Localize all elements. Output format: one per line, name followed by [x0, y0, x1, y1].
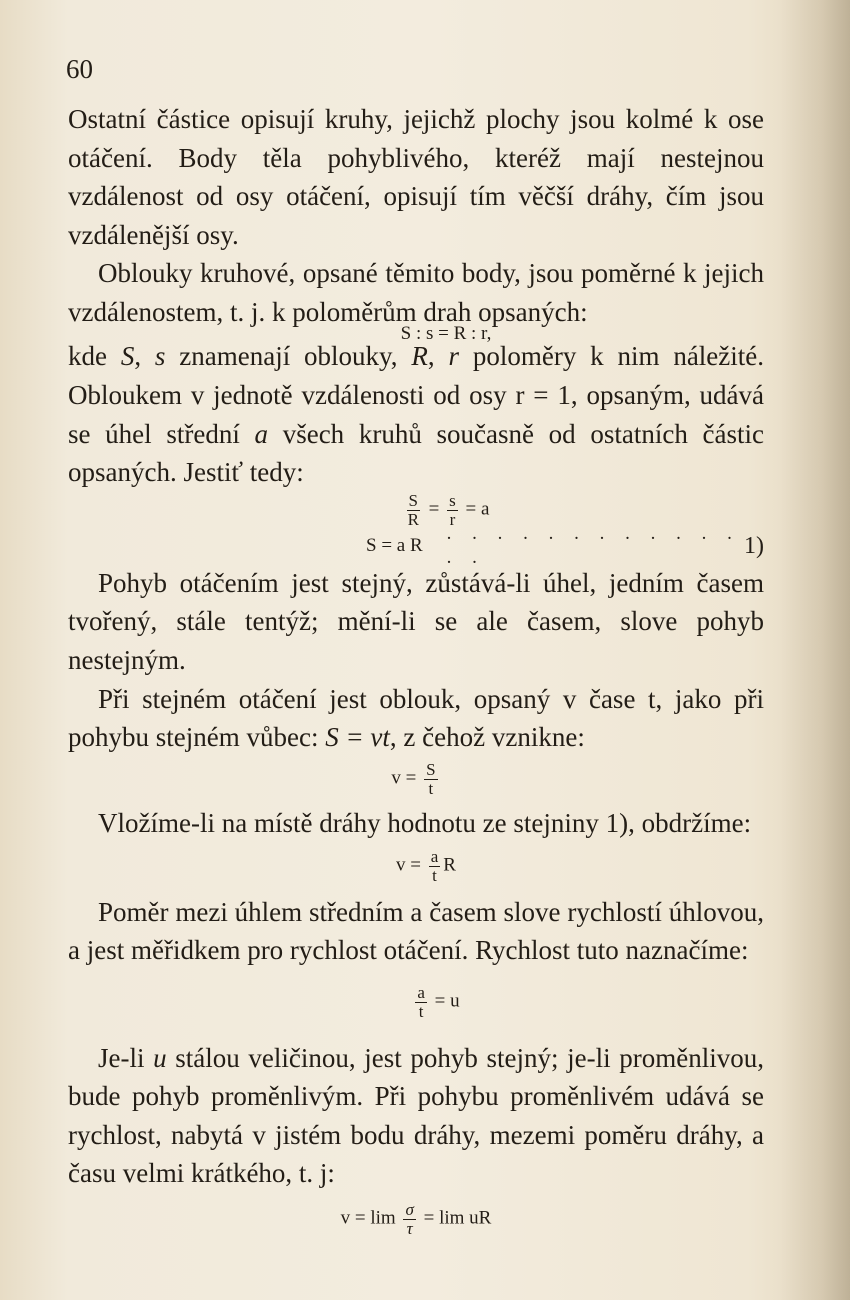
paragraph-2: Oblouky kruhové, opsané těmito body, jsou poměrné k jejich vzdálenostem, t. j. k poloměrům drah opsaných: — [68, 258, 764, 327]
fraction-S-over-R — [406, 492, 421, 529]
p5-formula: S = vt — [325, 722, 390, 753]
p8-symbol-u: u — [153, 1042, 167, 1073]
fraction-numerator: S — [408, 490, 418, 510]
fraction-numerator: a — [430, 847, 439, 867]
equation-number: 1) — [744, 533, 764, 560]
formula-angular-speed — [68, 984, 764, 1021]
p8-text-a: Je-li — [98, 1042, 154, 1073]
leader-dots: . . . . . . . . . . . . . . — [446, 523, 740, 569]
p3-text-e: poloměry k nim náležité. Obloukem v jednotě vzdálenosti od osy r = 1, opsaným, udává se úhel střední — [68, 341, 765, 449]
p3-text-d: , — [427, 341, 449, 372]
fraction-numerator: σ — [405, 1200, 414, 1220]
page-body — [68, 100, 764, 1238]
p5-text-a: Při stejném otáčení jest oblouk, opsaný v čase t, jako při pohybu stejném vůbec: — [68, 683, 764, 753]
formula-rhs: = a — [465, 498, 490, 520]
fraction-a-over-t — [429, 848, 441, 885]
p8-text-b: stálou veličinou, jest pohyb stejný; je-li proměnlivou, bude pohyb proměnlivým. Při pohybu proměnlivém udává se rychlost, nabytá v jistém bodu dráhy, mezemi poměru dráhy, a času velmi krátkého, t. j: — [68, 1042, 764, 1189]
p3-text-a: kde — [68, 341, 121, 372]
paragraph-5 — [68, 680, 764, 757]
formula-lhs: v = lim — [340, 1207, 396, 1229]
p3-symbol-a: a — [254, 418, 269, 449]
formula-factor: R — [443, 854, 456, 876]
paragraph-8 — [68, 1039, 764, 1193]
p3-symbol-S: S — [120, 341, 135, 372]
paragraph-3 — [68, 337, 764, 491]
p3-symbol-r: r — [448, 341, 459, 372]
formula-1-expression: S = a R — [366, 535, 423, 557]
formula-lhs: v = — [396, 854, 421, 876]
paragraph-1: Ostatní částice opisují kruhy, jejichž plochy jsou kolmé k ose otáčení. Body těla pohyblivého, kteréž mají nestejnou vzdálenost od osy otáčení, opisují tím věčší dráhy, čím jsou vzdálenější osy. — [68, 104, 764, 250]
paragraph-4: Pohyb otáčením jest stejný, zůstává-li úhel, jedním časem tvořený, stále tentýž; mění-li se ale časem, slove pohyb nestejným. — [68, 567, 764, 676]
formula-1 — [68, 522, 764, 570]
fraction-denominator: r — [449, 509, 456, 529]
fraction-numerator: S — [426, 759, 436, 779]
formula-velocity — [68, 761, 764, 798]
equals-sign: = — [428, 498, 440, 520]
fraction-sigma-over-tau — [403, 1201, 415, 1238]
formula-rhs: = u — [434, 990, 460, 1012]
fraction-numerator: a — [417, 983, 425, 1002]
p3-symbol-s: s — [154, 341, 166, 372]
formula-rhs: = lim uR — [423, 1207, 492, 1229]
fraction-a-over-t — [415, 984, 427, 1021]
fraction-denominator: R — [407, 509, 419, 529]
fraction-denominator: t — [428, 778, 434, 798]
paragraph-6: Vložíme-li na místě dráhy hodnotu ze stejniny 1), obdržíme: — [98, 807, 752, 838]
formula-proportion: S : s = R : r, — [400, 322, 492, 344]
page-number: 60 — [66, 54, 93, 84]
fraction-S-over-t — [424, 761, 437, 798]
formula-limit — [68, 1201, 764, 1238]
fraction-denominator: τ — [406, 1218, 413, 1238]
formula-velocity-angular — [68, 848, 764, 885]
p3-text-b: , — [134, 341, 155, 372]
p3-text-c: znamenají oblouky, — [165, 341, 412, 372]
paragraph-7: Poměr mezi úhlem středním a časem slove rychlostí úhlovou, a jest měřidkem pro rychlost otáčení. Rychlost tuto naznačíme: — [68, 896, 764, 966]
formula-lhs: v = — [391, 767, 417, 789]
p5-text-b: , z čehož vznikne: — [389, 722, 585, 753]
p3-symbol-R: R — [411, 341, 428, 372]
page-spine-shadow — [780, 0, 850, 1300]
fraction-numerator: s — [449, 490, 456, 510]
fraction-denominator: t — [432, 865, 437, 885]
p3-text-f: všech kruhů současně od ostatních částic opsaných. Jestiť tedy: — [68, 418, 764, 488]
fraction-denominator: t — [418, 1001, 424, 1021]
